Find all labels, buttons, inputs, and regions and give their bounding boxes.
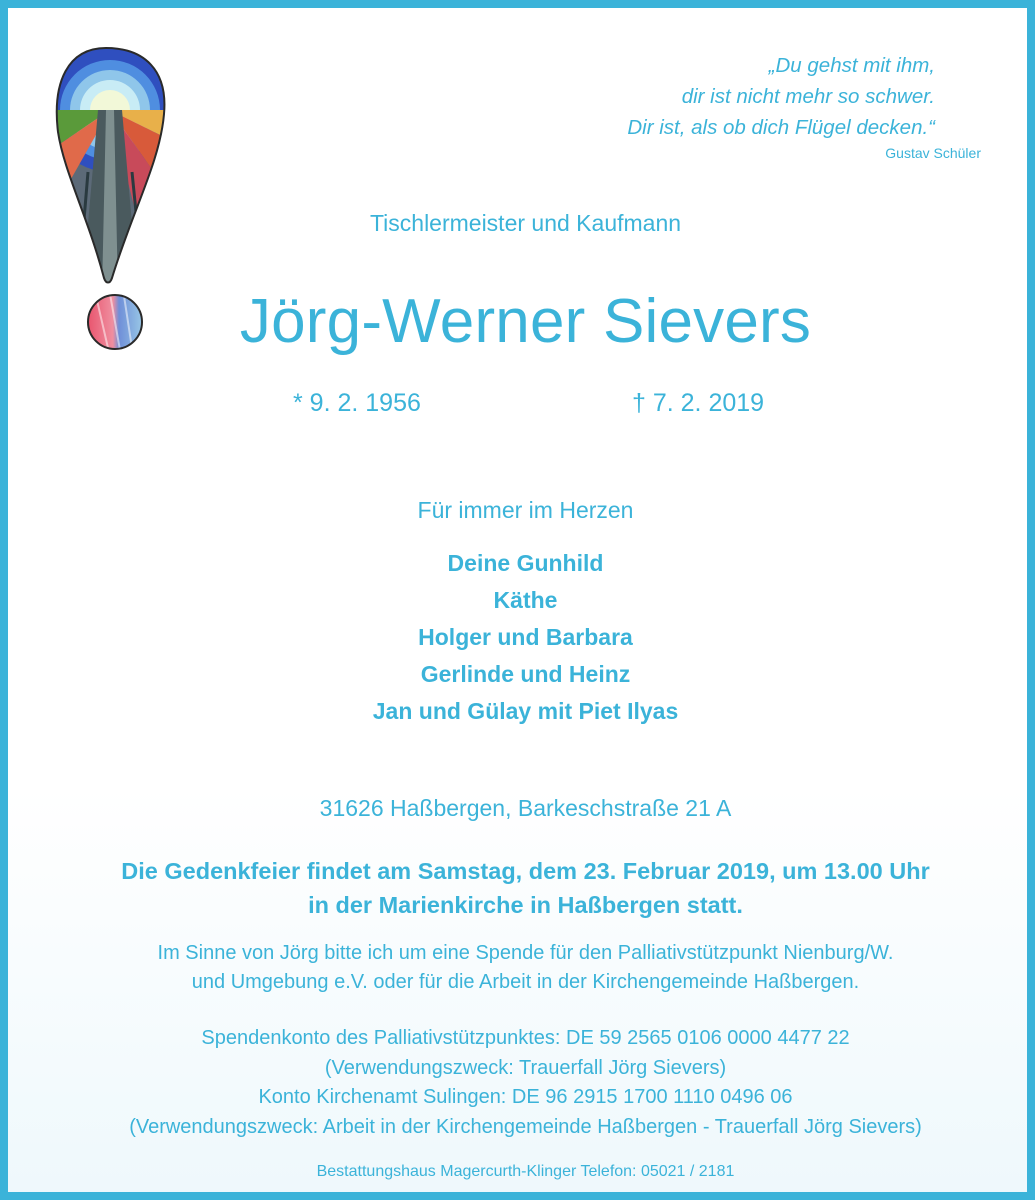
deceased-name: Jörg-Werner Sievers: [239, 287, 812, 356]
account-line: (Verwendungszweck: Trauerfall Jörg Sievers): [324, 1056, 727, 1079]
profession: Tischlermeister und Kaufmann: [369, 210, 682, 236]
donation-line: Im Sinne von Jörg bitte ich um eine Spende für den Palliativstützpunkt Nienburg/W.: [157, 942, 894, 964]
ceremony-line: Die Gedenkfeier findet am Samstag, dem 23. Februar 2019, um 13.00 Uhr: [121, 858, 930, 884]
account-line: (Verwendungszweck: Arbeit in der Kirchengemeinde Haßbergen - Trauerfall Jörg Sievers): [129, 1115, 922, 1138]
funeral-home: Bestattungshaus Magercurth-Klinger Telefon: 05021 / 2181: [316, 1163, 735, 1180]
birth-date: * 9. 2. 1956: [293, 389, 421, 417]
death-date: † 7. 2. 2019: [632, 389, 765, 417]
quote: [627, 50, 935, 143]
mourner: Jan und Gülay mit Piet Ilyas: [372, 698, 679, 724]
quote-line: Dir ist, als ob dich Flügel decken.“: [627, 116, 935, 139]
ceremony-notice: [8, 854, 1035, 922]
mourner: Deine Gunhild: [447, 550, 604, 576]
ceremony-line: in der Marienkirche in Haßbergen statt.: [308, 892, 743, 918]
quote-line: dir ist nicht mehr so schwer.: [681, 85, 935, 108]
account-line: Konto Kirchenamt Sulingen: DE 96 2915 1700 1110 0496 06: [258, 1086, 793, 1108]
donation-request: [8, 939, 1035, 997]
bank-accounts: [8, 1024, 1035, 1142]
donation-line: und Umgebung e.V. oder für die Arbeit in der Kirchengemeinde Haßbergen.: [191, 971, 860, 993]
mourner: Gerlinde und Heinz: [420, 661, 631, 687]
mourner: Käthe: [493, 587, 558, 613]
quote-line: „Du gehst mit ihm,: [768, 54, 935, 77]
remembrance-line: Für immer im Herzen: [417, 497, 634, 523]
address: 31626 Haßbergen, Barkeschstraße 21 A: [319, 795, 732, 821]
mourners-list: [8, 545, 1035, 730]
mourner: Holger und Barbara: [418, 624, 633, 650]
account-line: Spendenkonto des Palliativstützpunktes: DE 59 2565 0106 0000 4477 22: [201, 1027, 850, 1049]
quote-author: Gustav Schüler: [885, 145, 981, 161]
